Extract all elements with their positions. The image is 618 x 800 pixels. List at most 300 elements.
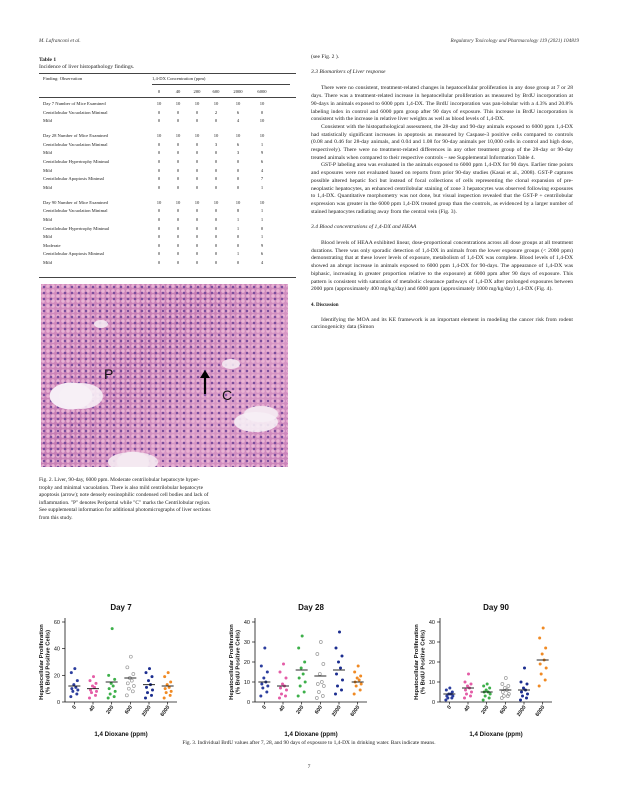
x-tick-label: 6000 [534,704,547,718]
table-cell: 2 [214,109,218,115]
table-cell: 3 [236,150,240,156]
table-cell: 10 [213,133,219,139]
table-row-label: Centrilobular Apoptosis Minimal [43,176,104,182]
data-point [448,687,451,690]
y-tick-label: 40 [53,646,60,653]
table-cell: 0 [157,260,161,265]
table-concentration-cell: 600 [212,89,220,94]
data-point [126,666,129,669]
table-cell: 0 [157,118,161,124]
table-cell: 10 [235,199,241,205]
table-cell: 10 [175,199,181,205]
y-tick-label: 30 [243,640,250,646]
table-cell: 0 [176,208,180,214]
table-cell: 4 [236,118,240,124]
data-point [114,690,117,693]
table-cell: 0 [236,159,240,164]
figure-3-caption: Fig. 3. Individual BrdU values after 7, 28, and 90 days of exposure to 1,4-DX in drinking water. Bars indicate means. [182,740,436,746]
x-axis-label: 1,4 Dioxane (ppm) [284,731,338,738]
y-tick-label: 0 [56,700,60,706]
data-point [482,699,485,702]
table-finding-header: Finding: Observation [43,76,83,81]
figure-2-caption-line: from this study. [39,514,73,521]
data-point [463,697,466,700]
table-cell: 0 [176,217,180,222]
data-point [545,667,548,670]
table-row-label: Moderate [43,242,61,248]
table-cell: 0 [214,251,218,257]
data-point [317,691,320,694]
x-tick-label: 6000 [349,704,362,718]
table-cell: 0 [214,217,218,222]
table-cell: 10 [156,199,162,205]
table-cell: 0 [214,159,218,164]
table-cell: 0 [195,167,199,173]
paragraph-proliferation: There were no consistent, treatment-related changes in hepatocellular proliferation in any dose group at 7 or 28 days. There was a treatment-related increase in hepatocellular proliferation as measured by BrdU incorporation at 90-days in animals exposed to 6000 ppm 1,4-DX. The BrdU incorporation was pan-lobular with a 4.3% and 20.8% labeling index in control and 6000 ppm group after 90 days of exposure. This increase in BrdU incorporation is consistent with the increase in relative liver weights as well as blood levels of 1,4-DX. [311,85,573,123]
table-cell: 0 [195,234,199,240]
data-point [540,673,543,676]
table-header-rule [39,97,296,98]
data-point [169,681,172,684]
data-point [526,693,529,696]
x-tick-label: 40 [88,704,97,713]
table-cell: 0 [195,242,199,248]
y-axis-label: Hepatocellular Proliferation [414,624,420,700]
data-point [301,635,304,638]
table-cell: 1 [236,225,240,231]
table-cell: 0 [236,184,240,190]
table-concentration-cell: 40 [175,89,181,94]
table-cell: 0 [157,150,161,156]
table-cell: 0 [195,251,199,257]
data-point [131,690,134,693]
data-point [525,697,528,700]
x-tick-label: 2000 [330,704,343,718]
table-cell: 0 [195,109,199,115]
x-tick-label: 0 [261,704,268,711]
right-column [311,54,573,332]
table-cell: 6 [260,251,264,257]
table-cell: 0 [214,184,218,190]
table-concentration-header: 1,4-DX Concentration (ppm) [152,76,206,81]
table-cell: 7 [260,176,264,182]
chart-title: Day 90 [483,603,509,612]
data-point [111,627,114,630]
data-point [488,687,491,690]
data-point [336,685,339,688]
data-point [304,681,307,684]
table-cell: 1 [260,208,264,214]
table-cell: 10 [156,133,162,139]
table-row-label: Mild [43,234,52,240]
data-point [130,679,133,682]
data-point [260,665,263,668]
data-point [303,661,306,664]
table-cell: 9 [260,242,264,248]
y-tick-label: 60 [53,620,60,626]
table-cell: 0 [157,141,161,147]
data-point [464,689,467,692]
data-point [451,691,454,694]
data-point [76,689,79,692]
table-cell: 0 [157,217,161,222]
data-point [95,690,98,693]
data-point [259,695,262,698]
table-cell: 6 [236,141,240,147]
y-tick-label: 10 [243,680,250,686]
data-point [337,661,340,664]
table-row-label: Day 7 Number of Mice Examined [43,101,106,106]
data-point [150,694,153,697]
data-point [284,695,287,698]
table-cell: 10 [259,133,265,139]
data-point [75,693,78,696]
data-point [320,681,323,684]
y-axis-label: (% BrdU Positive Cells) [420,629,427,695]
table-row-label: Centrilobular Vacuolation Minimal [43,141,108,147]
data-point [318,673,321,676]
table-cell: 0 [176,159,180,164]
table-cell: 0 [214,260,218,265]
data-point [322,685,325,688]
table-cell: 0 [195,118,199,124]
table-row-label: Mild [43,184,52,190]
data-point [278,697,281,700]
data-point [266,685,269,688]
data-point [107,674,110,677]
y-tick-label: 40 [428,620,435,626]
paragraph-blood-levels: Blood levels of HEAA exhibited linear, dose-proportional concentrations across all dose groups at all treatment durations. There was only sporadic detection of 1,4-DX in animals from the lower exposure groups (< 2000 ppm) demonstrating that at these lower levels of exposure, metabolism of 1,4-DX was complete. Blood levels of 1,4-DX showed an abrupt increase in animals exposed to 6000 ppm 1,4-DX for 90-days. The appearance of 1,4-DX was biphasic, increasing in greater proportion relative to the exposure) at 6000 ppm after 90 days of exposure. This pattern is consistent with saturation of metabolic clearance pathways of 1,4-DX after prolonged exposures between 2000 ppm (approximately 400 mg/kg/day) and 6000 ppm (approximately 1000 mg/kg/day) 1,4-DX (Fig. 4). [311,240,573,293]
data-point [145,686,148,689]
data-point [503,687,506,690]
table-cell: 0 [214,167,218,173]
table-cell: 4 [260,167,264,173]
data-point [145,671,148,674]
data-point [319,641,322,644]
table-row-label: Centrilobular Vacuolation Minimal [43,208,108,214]
table-cell: 0 [176,225,180,231]
table-row-label: Mild [43,118,52,124]
figure-2-caption-line: inflammation. "P" denotes Periportal while "C" marks the Centrilobular region. [39,499,211,506]
data-point [113,695,116,698]
data-point [151,689,154,692]
section-heading-discussion: 4. Discussion [311,302,339,308]
table-concentration-cell: 0 [157,89,161,94]
y-tick-label: 20 [243,660,250,666]
table-cell: 0 [157,176,161,182]
data-point [501,683,504,686]
data-point [108,687,111,690]
y-axis-label: Hepatocellular Proliferation [229,624,235,700]
paragraph-discussion: Identifying the MOA and its KE framework is an important element in modeling the cancer risk from rodent carcinogenicity data (Simon [311,316,573,331]
data-point [127,687,130,690]
data-point [315,697,318,700]
data-point [125,694,128,697]
data-point [261,687,264,690]
data-point [526,683,529,686]
data-point [132,685,135,688]
x-tick-label: 0 [446,704,453,711]
table-cell: 10 [259,118,265,124]
table-cell: 0 [195,208,199,214]
data-point [129,655,132,658]
data-point [300,667,303,670]
data-point [92,675,95,678]
data-point [504,677,507,680]
data-point [502,695,505,698]
data-point [360,683,363,686]
data-point [170,690,173,693]
data-point [357,665,360,668]
data-point [262,677,265,680]
table-label: Table 1 [39,57,57,63]
table-cell: 0 [236,260,240,265]
data-point [485,689,488,692]
table-cell: 0 [236,234,240,240]
data-point [316,653,319,656]
data-point [467,673,470,676]
figure-2-caption-line: apoptosis (arrow); note densely eosinophilic condensed cell bodies and lack of [39,492,209,499]
data-point [522,687,525,690]
data-point [335,673,338,676]
figure-2-caption [39,477,294,523]
table-cell: 10 [194,199,200,205]
data-point [507,685,510,688]
data-point [464,681,467,684]
data-point [338,631,341,634]
table-row-label: Centrilobular Hypertrophy Minimal [43,225,110,231]
data-point [89,679,92,682]
data-point [445,689,448,692]
table-cell: 0 [214,150,218,156]
table-cell: 0 [214,242,218,248]
data-point [76,679,79,682]
table-cell: 0 [214,225,218,231]
data-point [279,671,282,674]
paragraph-apoptosis: Consistent with the histopathological assessment, the 28-day and 90-day animals exposed to 6000 ppm 1,4-DX had statistically significant increases in apoptosis as measured by Caspase-3 positive cells compared to controls (0.08 and 0.46 for 28-day animals, and 0.04 and 1.08 for 90-day animals per 10,000 cells in control and high dose, respectively). There were no treatment-related differences in any other treatment group of the 28-day or 90-day treated animals when compared to their respective controls – see Supplemental Information Table 4. [311,123,573,161]
data-point [521,695,524,698]
data-point [544,679,547,682]
table-cell: 0 [157,159,161,164]
x-tick-label: 2000 [140,704,153,718]
data-point [334,693,337,696]
data-point [70,671,73,674]
table-cell: 0 [195,150,199,156]
data-point [486,683,489,686]
data-point [107,697,110,700]
table-cell: 10 [213,199,219,205]
table-cell: 10 [175,101,181,106]
table-cell: 0 [195,184,199,190]
data-point [355,685,358,688]
data-point [321,695,324,698]
data-point [484,695,487,698]
table-cell: 0 [236,167,240,173]
table-cell: 0 [195,225,199,231]
table-cell: 10 [259,199,265,205]
data-point [126,682,129,685]
table-cell: 0 [176,109,180,115]
table-cell: 0 [157,251,161,257]
table-row-label: Centrilobular Hypertrophy Minimal [43,159,110,164]
table-row-label: Mild [43,150,52,156]
data-point [279,687,282,690]
periportal-label: P [104,366,114,382]
section-heading-biomarkers: 3.3 Biomarkers of Liver response [311,68,386,75]
data-point [359,675,362,678]
data-point [282,663,285,666]
data-point [164,687,167,690]
table-cell: 0 [195,141,199,147]
data-point [340,689,343,692]
data-point [541,653,544,656]
table-cell: 10 [259,101,265,106]
table-cell: 10 [156,101,162,106]
table-cell: 0 [195,176,199,182]
table-concentration-cell: 6000 [257,89,267,94]
table-row-label: Day 90 Number of Mice Examined [43,199,108,205]
table-cell: 6 [236,109,240,115]
data-point [303,691,306,694]
figure-2-caption-line: Fig. 2. Liver, 90-day, 6000 ppm. Moderate centrilobular hepatocyte hyper- [39,477,200,483]
data-point [95,682,98,685]
data-point [341,679,344,682]
centrilobular-label: C [222,387,233,403]
data-point [538,637,541,640]
data-point [520,691,523,694]
table-cell: 0 [157,184,161,190]
table-cell: 0 [195,217,199,222]
data-point [353,671,356,674]
running-header-authors: M. Lafranconi et al. [39,38,81,44]
data-point [88,697,91,700]
table-cell: 0 [157,242,161,248]
table-cell: 10 [175,133,181,139]
table-cell: 0 [260,225,264,231]
brdu-charts-svg [0,598,618,748]
data-point [285,689,288,692]
data-point [520,681,523,684]
x-axis-label: 1,4 Dioxane (ppm) [94,731,148,738]
table-cell: 1 [236,217,240,222]
x-tick-label: 2000 [515,704,528,718]
data-point [265,691,268,694]
data-point [281,683,284,686]
data-point [146,691,149,694]
table-concentration-cell: 200 [193,89,201,94]
y-tick-label: 40 [243,620,250,626]
data-point [165,691,168,694]
y-tick-label: 20 [428,660,435,666]
data-point [132,673,135,676]
table-row-label: Mild [43,260,52,265]
page-number: 7 [307,764,311,770]
arrow-head-icon [200,370,210,378]
table-cell: 0 [176,141,180,147]
data-point [297,695,300,698]
data-point [356,677,359,680]
data-point [538,685,541,688]
data-point [71,690,74,693]
data-point [280,693,283,696]
data-point [501,691,504,694]
y-axis-label: (% BrdU Positive Cells) [45,629,52,695]
data-point [302,673,305,676]
x-tick-label: 600 [498,704,509,716]
data-point [466,685,469,688]
table-cell: 0 [176,184,180,190]
data-point [163,675,166,678]
table-cell: 10 [194,101,200,106]
paragraph-gstp: GST-P labeling area was evaluated in the animals exposed to 6000 ppm 1,4-DX for 90 days. Earlier time points and exposures were not evaluated based on reports from prior 90-day studies (Kasai et al., 2008). GST-P captures possible altered hepatic foci but instead of focal collections of cells representing the clonal expansion of pre-neoplastic hepatocytes, an enhanced centrilobular staining of zone 3 hepatocytes was observed following exposures to 1,4-DX. Quantitative morphometry was not done, but visual inspection revealed that the GST-P + centrilobular expression was greater in the 6000 ppm 1,4-DX treated group than the controls, as evidenced by a larger number of stained hepatocytes radiating away from the central vein (Fig. 3). [311,162,573,215]
x-axis-label: 1,4 Dioxane (ppm) [469,731,523,738]
table-cell: 0 [214,176,218,182]
table-cell: 6 [260,159,264,164]
chart-title: Day 28 [298,603,324,612]
data-point [539,663,542,666]
data-point [297,647,300,650]
x-tick-label: 200 [105,704,116,716]
table-cell: 1 [260,184,264,190]
data-point [73,667,76,670]
table-cell: 0 [157,109,161,115]
table-cell: 0 [214,208,218,214]
data-point [285,677,288,680]
y-axis-label: Hepatocellular Proliferation [39,624,45,700]
table-cell: 0 [157,234,161,240]
table-cell: 0 [195,260,199,265]
data-point [488,697,491,700]
table-cell: 0 [176,242,180,248]
table-row-label: Centrilobular Apoptosis Minimal [43,251,104,257]
data-point [470,691,473,694]
table-cell: 1 [236,251,240,257]
running-header-journal: Regulatory Toxicology and Pharmacology 119 (2021) 104819 [450,38,579,44]
data-point [519,699,522,702]
table-cell: 0 [214,118,218,124]
table-cell: 8 [236,208,240,214]
table-caption: Incidence of liver histopathology findings. [39,64,135,70]
data-point [147,679,150,682]
table-cell: 1 [260,217,264,222]
table-cell: 0 [176,234,180,240]
table-cell: 0 [214,234,218,240]
table-row-label: Mild [43,167,52,173]
table-cell: 0 [176,118,180,124]
data-point [322,663,325,666]
table-cell: 0 [195,159,199,164]
data-point [70,687,73,690]
data-point [109,693,112,696]
y-tick-label: 20 [53,673,60,680]
table-cell: 10 [235,101,241,106]
table-cell: 1 [260,234,264,240]
data-point [91,685,94,688]
data-point [465,693,468,696]
table-cell: 0 [157,167,161,173]
x-tick-label: 40 [463,704,472,713]
micrograph-vessels [41,284,288,467]
table-cell: 0 [176,251,180,257]
y-tick-label: 0 [431,700,435,706]
table-cell: 0 [176,260,180,265]
table-cell: 0 [260,109,264,115]
figure-reference: (see Fig. 2 ). [311,54,340,60]
x-tick-label: 600 [123,704,134,716]
data-point [482,685,485,688]
data-point [144,697,147,700]
table-row-label: Mild [43,217,52,222]
